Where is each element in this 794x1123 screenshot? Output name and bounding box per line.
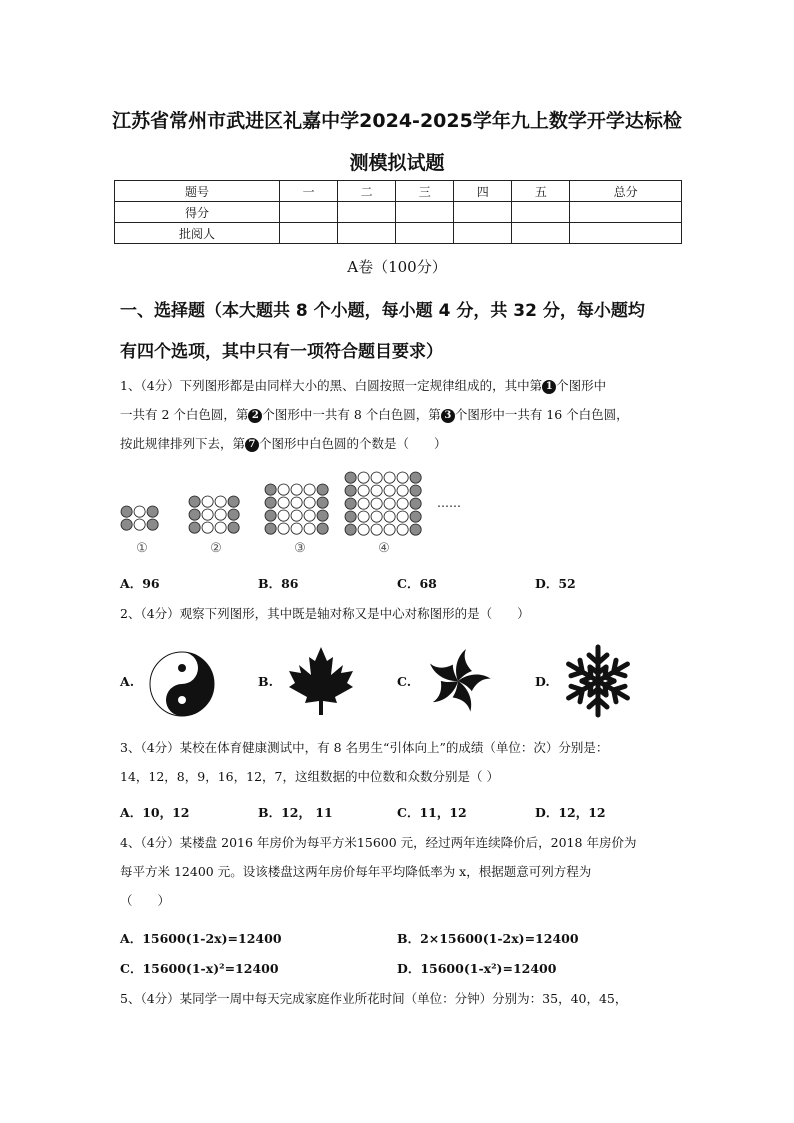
score-cell	[454, 202, 512, 223]
grey-circle	[121, 506, 132, 517]
grey-circle	[147, 506, 158, 517]
grey-circle	[147, 519, 158, 530]
white-circle	[202, 496, 213, 507]
circled-number: 3	[441, 409, 455, 423]
white-circle	[397, 485, 408, 496]
score-cell	[512, 202, 570, 223]
question-4-text	[120, 828, 680, 915]
grey-circle	[189, 496, 200, 507]
white-circle	[202, 509, 213, 520]
white-circle	[304, 484, 315, 495]
q1-text: 个图形中一共有 16 个白色圆，	[454, 407, 629, 422]
exam-title-line1: 江苏省常州市武进区礼嘉中学2024-2025学年九上数学开学达标检	[112, 110, 682, 132]
grey-circle	[345, 472, 356, 483]
grey-circle	[345, 485, 356, 496]
grey-circle	[317, 484, 328, 495]
q1-line1	[120, 371, 680, 400]
grey-circle	[265, 484, 276, 495]
white-circle	[215, 522, 226, 533]
q2-option-b: B.	[258, 674, 273, 689]
white-circle	[384, 498, 395, 509]
score-header-cell: 二	[338, 181, 396, 202]
grey-circle	[410, 472, 421, 483]
score-header-cell: 四	[454, 181, 512, 202]
white-circle	[215, 509, 226, 520]
white-circle	[371, 511, 382, 522]
white-circle	[304, 523, 315, 534]
white-circle	[358, 485, 369, 496]
score-header-cell: 一	[280, 181, 338, 202]
figure-label-2: ②	[210, 541, 222, 556]
q1-text: 一共有 2 个白色圆，第	[120, 407, 249, 422]
white-circle	[384, 485, 395, 496]
white-circle	[134, 519, 145, 530]
white-circle	[371, 485, 382, 496]
q3-line2: 14，12，8，9，16，12，7，这组数据的中位数和众数分别是（ ）	[120, 769, 499, 784]
q4-option-a: A．15600(1-2x)=12400	[120, 931, 282, 946]
white-circle	[397, 511, 408, 522]
q3-option-c: C．11，12	[397, 805, 467, 820]
score-row-label: 批阅人	[115, 223, 280, 244]
q1-line2	[120, 400, 680, 429]
score-cell	[570, 223, 682, 244]
white-circle	[291, 484, 302, 495]
white-circle	[304, 497, 315, 508]
score-table	[114, 180, 682, 244]
white-circle	[304, 510, 315, 521]
volume-heading: A卷（100分）	[347, 258, 447, 276]
white-circle	[134, 506, 145, 517]
white-circle	[371, 524, 382, 535]
white-circle	[397, 524, 408, 535]
score-table-row	[115, 202, 682, 223]
q1-text: 按此规律排列下去，第	[120, 436, 246, 451]
score-cell	[396, 202, 454, 223]
grey-circle	[410, 498, 421, 509]
white-circle	[278, 484, 289, 495]
q1-option-a: A．96	[120, 576, 160, 591]
score-cell	[570, 202, 682, 223]
q3-option-a: A．10，12	[120, 805, 190, 820]
score-cell	[338, 223, 396, 244]
grey-circle	[265, 510, 276, 521]
white-circle	[358, 498, 369, 509]
score-cell	[280, 223, 338, 244]
score-cell	[338, 202, 396, 223]
score-header-cell: 题号	[115, 181, 280, 202]
bauhinia-icon	[422, 645, 494, 717]
grey-circle	[228, 509, 239, 520]
white-circle	[384, 524, 395, 535]
white-circle	[358, 524, 369, 535]
q3-option-b: B．12， 11	[258, 805, 333, 820]
score-row-label: 得分	[115, 202, 280, 223]
score-cell	[454, 223, 512, 244]
grey-circle	[265, 523, 276, 534]
question-3-text	[120, 733, 680, 791]
score-table-header-row	[115, 181, 682, 202]
grey-circle	[189, 509, 200, 520]
question-1-text	[120, 371, 680, 458]
section-heading-line2: 有四个选项，其中只有一项符合题目要求）	[120, 342, 443, 362]
q2-option-a: A.	[120, 674, 135, 689]
grey-circle	[228, 522, 239, 533]
maple-leaf-icon	[285, 645, 357, 717]
grey-circle	[265, 497, 276, 508]
grey-circle	[345, 498, 356, 509]
q3-line1: 3、（4分）某校在体育健康测试中，有 8 名男生“引体向上”的成绩（单位：次）分别是：	[120, 740, 609, 755]
grey-circle	[121, 519, 132, 530]
q1-text: 个图形中一共有 8 个白色圆，第	[262, 407, 441, 422]
score-header-cell: 总分	[570, 181, 682, 202]
grey-circle	[410, 511, 421, 522]
snowflake-icon	[560, 643, 636, 719]
exam-title-line2: 测模拟试题	[349, 152, 445, 174]
q1-option-c: C．68	[397, 576, 437, 591]
score-header-cell: 五	[512, 181, 570, 202]
white-circle	[397, 472, 408, 483]
q1-text: 个图形中白色圆的个数是（ ）	[259, 436, 447, 451]
score-header-cell: 三	[396, 181, 454, 202]
grey-circle	[228, 496, 239, 507]
q2-option-c: C.	[397, 674, 412, 689]
figure-label-3: ③	[294, 541, 306, 556]
section-heading-line1: 一、选择题（本大题共 8 个小题，每小题 4 分，共 32 分，每小题均	[120, 301, 645, 321]
score-cell	[280, 202, 338, 223]
q2-option-d: D.	[535, 674, 550, 689]
q4-line2: 每平方米 12400 元。设该楼盘这两年房价每年平均降低率为 x，根据题意可列方程为	[120, 864, 592, 879]
white-circle	[371, 498, 382, 509]
q3-option-d: D．12，12	[535, 805, 606, 820]
q1-option-b: B．86	[258, 576, 299, 591]
grey-circle	[410, 485, 421, 496]
score-cell	[396, 223, 454, 244]
white-circle	[384, 511, 395, 522]
white-circle	[278, 523, 289, 534]
question-5-text: 5、（4分）某同学一周中每天完成家庭作业所花时间（单位：分钟）分别为：35，40，45，	[120, 991, 628, 1006]
white-circle	[358, 472, 369, 483]
circled-number: 1	[542, 380, 556, 394]
score-cell	[512, 223, 570, 244]
white-circle	[202, 522, 213, 533]
grey-circle	[317, 497, 328, 508]
grey-circle	[317, 510, 328, 521]
white-circle	[291, 523, 302, 534]
white-circle	[278, 510, 289, 521]
figure-label-4: ④	[378, 541, 390, 556]
circled-number: 7	[245, 438, 259, 452]
white-circle	[291, 497, 302, 508]
white-circle	[291, 510, 302, 521]
pattern-ellipsis: ……	[437, 496, 461, 510]
question-2-text: 2、（4分）观察下列图形，其中既是轴对称又是中心对称图形的是（ ）	[120, 606, 530, 621]
q4-option-c: C．15600(1-x)²=12400	[120, 961, 279, 976]
q1-line3	[120, 429, 680, 458]
grey-circle	[317, 523, 328, 534]
white-circle	[358, 511, 369, 522]
q1-text: 个图形中	[556, 378, 607, 393]
grey-circle	[410, 524, 421, 535]
yin-yang-icon	[148, 650, 216, 718]
q4-option-d: D．15600(1-x²)=12400	[397, 961, 557, 976]
q4-line3: （ ）	[120, 893, 171, 908]
white-circle	[384, 472, 395, 483]
q1-circle-patterns	[115, 466, 475, 540]
circled-number: 2	[248, 409, 262, 423]
q4-line1: 4、（4分）某楼盘 2016 年房价为每平方米15600 元，经过两年连续降价后，2018 年房价为	[120, 835, 637, 850]
circle-figures	[121, 472, 421, 535]
grey-circle	[189, 522, 200, 533]
figure-label-1: ①	[136, 541, 148, 556]
white-circle	[278, 497, 289, 508]
q1-option-d: D．52	[535, 576, 576, 591]
white-circle	[215, 496, 226, 507]
white-circle	[397, 498, 408, 509]
score-table-row	[115, 223, 682, 244]
white-circle	[371, 472, 382, 483]
grey-circle	[345, 524, 356, 535]
q4-option-b: B．2×15600(1-2x)=12400	[397, 931, 579, 946]
grey-circle	[345, 511, 356, 522]
q1-text: 1、（4分）下列图形都是由同样大小的黑、白圆按照一定规律组成的，其中第	[120, 378, 543, 393]
